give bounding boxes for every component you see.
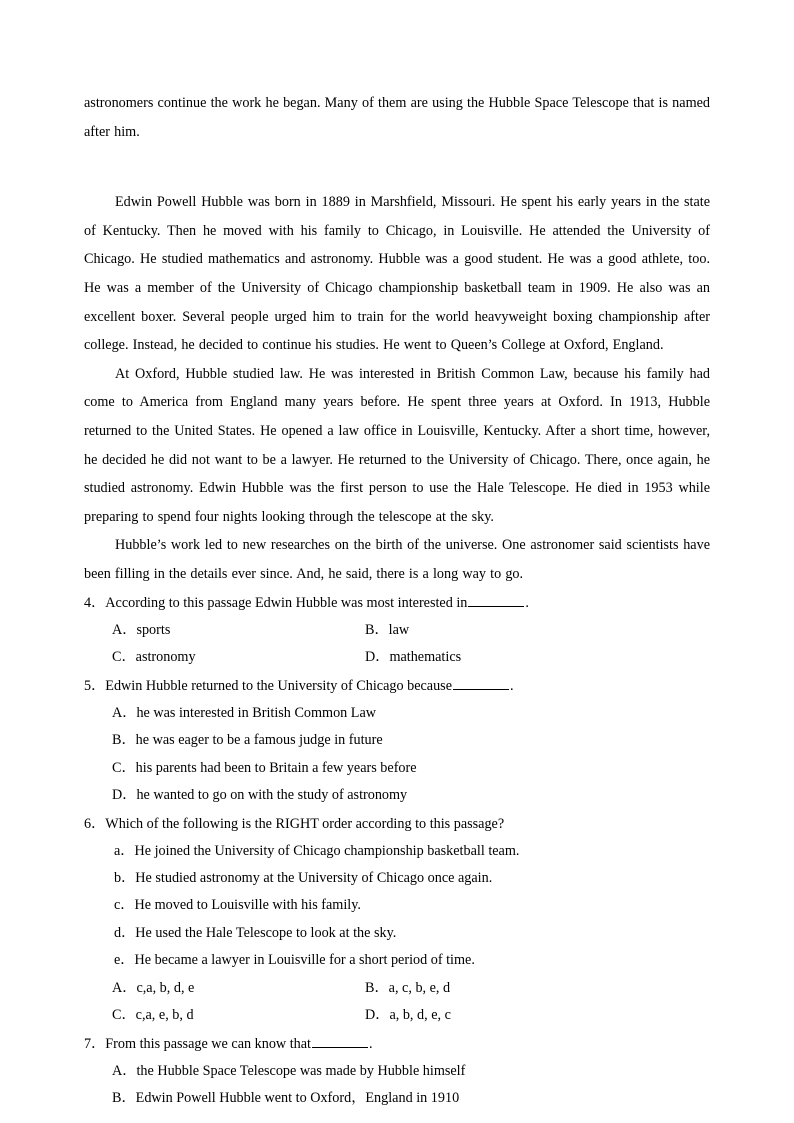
option-text: he was interested in British Common Law (136, 704, 377, 721)
question-6-options-row-2 (84, 1002, 710, 1030)
question-5-option-a[interactable] (84, 700, 710, 728)
option-label: D． (365, 1007, 390, 1024)
question-4-blank[interactable] (468, 593, 524, 607)
question-5-number: 5． (84, 677, 106, 694)
question-5-text: Edwin Hubble returned to the University of Chicago because (105, 677, 453, 694)
subitem-text: He moved to Louisville with his family. (134, 897, 361, 914)
question-6-option-c[interactable] (112, 1002, 365, 1030)
option-text: sports (136, 621, 171, 638)
subitem-text: He joined the University of Chicago championship basketball team. (134, 842, 520, 859)
option-label: A． (112, 1062, 137, 1079)
option-text: Edwin Powell Hubble went to Oxford，England in 1910 (135, 1090, 460, 1107)
subitem-text: He used the Hale Telescope to look at the sky. (135, 924, 397, 941)
question-6-option-a[interactable] (112, 975, 365, 1003)
option-text: he was eager to be a famous judge in future (135, 732, 383, 748)
subitem-label: a． (114, 842, 135, 859)
option-label: C． (112, 759, 136, 776)
subitem-label: b． (114, 869, 136, 886)
question-4-stem (84, 589, 710, 617)
question-5-option-d[interactable] (84, 782, 710, 810)
question-4-option-d[interactable] (365, 644, 710, 672)
subitem-label: d． (114, 924, 136, 941)
question-7-stem (84, 1030, 710, 1058)
subitem-text: He studied astronomy at the University of Chicago once again. (135, 869, 493, 886)
question-7-blank[interactable] (312, 1034, 368, 1048)
option-label: C． (112, 649, 136, 665)
question-4-number: 4． (84, 594, 106, 611)
passage-paragraph-1: astronomers continue the work he began. Many of them are using the Hubble Space Telescope that is named after him. (84, 95, 710, 140)
option-text: his parents had been to Britain a few years before (135, 759, 417, 776)
option-label: C． (112, 1007, 136, 1024)
question-6-text: Which of the following is the RIGHT order according to this passage? (105, 815, 505, 832)
option-text: he wanted to go on with the study of astronomy (136, 787, 408, 803)
option-label: D． (112, 787, 137, 803)
paragraph-spacer (84, 146, 710, 188)
question-5-blank[interactable] (453, 676, 509, 690)
option-text: the Hubble Space Telescope was made by Hubble himself (136, 1062, 466, 1079)
question-6-subitem-b (84, 865, 710, 892)
question-6-option-b[interactable] (365, 975, 710, 1003)
option-text: law (388, 621, 410, 638)
option-label: A． (112, 979, 137, 996)
passage-paragraph-3: At Oxford, Hubble studied law. He was interested in British Common Law, because his family had come to America from England many years before. He spent three years at Oxford. In 1913, Hubble returned to the United States. He opened a law office in Louisville, Kentucky. After a short time, however, he decided he did not want to be a lawyer. He returned to the University of Chicago. There, once again, he studied astronomy. Edwin Hubble was the first person to use the Hale Telescope. He died in 1953 while preparing to spend four nights looking through the telescope at the sky. (84, 365, 710, 525)
question-7-number: 7． (84, 1035, 106, 1052)
subitem-text: He became a lawyer in Louisville for a short period of time. (134, 952, 475, 969)
question-4-option-a[interactable] (112, 617, 365, 645)
question-6-stem (84, 810, 710, 838)
question-4-text: According to this passage Edwin Hubble was most interested in (105, 594, 468, 611)
question-4-options-row-2 (84, 644, 710, 672)
option-text: c,a, b, d, e (136, 979, 195, 996)
subitem-label: c． (114, 897, 135, 914)
question-5-option-b[interactable] (84, 727, 710, 755)
question-5-stem (84, 672, 710, 700)
option-label: A． (112, 704, 137, 721)
question-5-stem-end: . (510, 677, 514, 694)
option-label: D． (365, 649, 390, 665)
passage-paragraph-4: Hubble’s work led to new researches on the birth of the universe. One astronomer said scientists have been filling in the details ever since. And, he said, there is a long way to go. (84, 537, 710, 582)
option-text: mathematics (389, 649, 462, 665)
question-6-number: 6． (84, 815, 106, 832)
question-6-subitem-e (84, 947, 710, 974)
question-7-option-b[interactable] (84, 1085, 710, 1113)
question-6-option-d[interactable] (365, 1002, 710, 1030)
option-text: a, b, d, e, c (389, 1007, 451, 1024)
question-6-subitem-a (84, 838, 710, 865)
question-4-options-row-1 (84, 617, 710, 645)
option-label: A． (112, 621, 137, 638)
option-text: a, c, b, e, d (388, 979, 451, 996)
question-4-option-c[interactable] (112, 644, 365, 672)
page-content (84, 89, 710, 1113)
question-4-option-b[interactable] (365, 617, 710, 645)
question-6-subitem-d (84, 920, 710, 947)
question-6-subitem-c (84, 892, 710, 919)
option-label: B． (365, 621, 389, 638)
question-5-option-c[interactable] (84, 755, 710, 783)
question-7-stem-end: . (368, 1035, 373, 1052)
option-label: B． (112, 1090, 136, 1107)
question-6-options-row-1 (84, 975, 710, 1003)
option-text: c,a, e, b, d (135, 1007, 194, 1024)
question-7-option-a[interactable] (84, 1058, 710, 1086)
option-label: B． (365, 979, 389, 996)
option-text: astronomy (135, 649, 196, 665)
question-4-stem-end: . (525, 594, 529, 611)
passage-paragraph-2: Edwin Powell Hubble was born in 1889 in Marshfield, Missouri. He spent his early years in the state of Kentucky. Then he moved with his family to Chicago, in Louisville. He attended the University of Chicago. He studied mathematics and astronomy. Hubble was a good student. He was a good athlete, too. He was a member of the University of Chicago championship basketball team in 1909. He also was an excellent boxer. Several people urged him to train for the world heavyweight boxing championship after college. Instead, he decided to continue his studies. He went to Queen’s College at Oxford, England. (84, 194, 710, 354)
question-7-text: From this passage we can know that (105, 1035, 311, 1052)
subitem-label: e． (114, 952, 135, 969)
option-label: B． (112, 732, 136, 748)
